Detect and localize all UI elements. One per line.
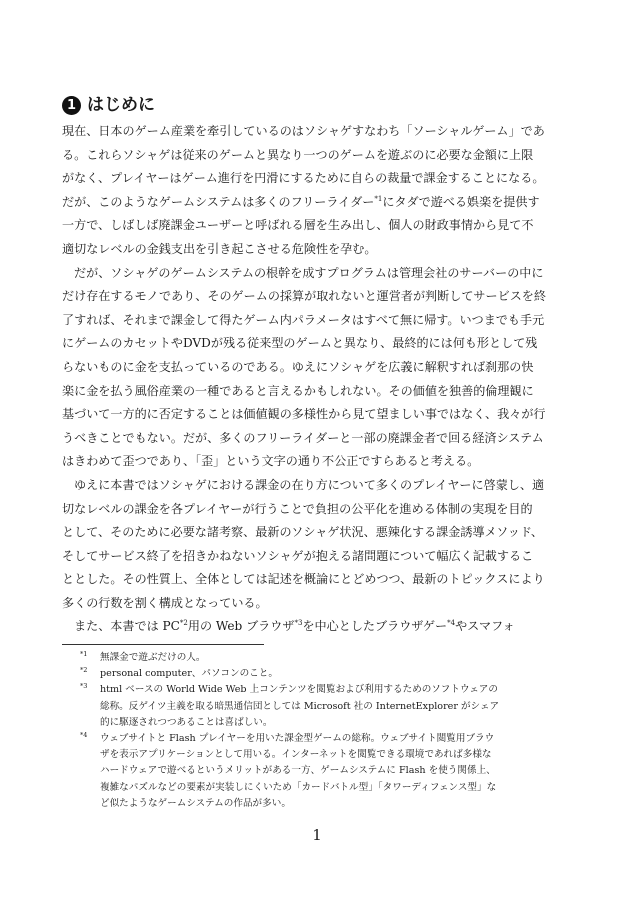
text-segment: にタダで遊べる娯楽を提供す — [382, 194, 540, 209]
text-line — [62, 191, 574, 215]
footnote-line: personal computer、パソコンのこと。 — [100, 668, 278, 680]
footnote-body — [100, 682, 580, 731]
text-line: ゆえに本書ではソシャゲにおける課金の在り方について多くのプレイヤーに啓蒙し、適 — [74, 477, 545, 492]
footnote-line: 無課金で遊ぶだけの人。 — [100, 652, 206, 663]
text-line: 了すれば、それまで課金して得たゲーム内パラメータはすべて無に帰す。いつまでも手元 — [62, 312, 545, 327]
section-number-badge: 1 — [62, 96, 81, 115]
text-line: 現在、日本のゲーム産業を牽引しているのはソシャゲすなわち「ソーシャルゲーム」であ — [62, 124, 545, 138]
footnote-item — [80, 731, 580, 812]
footnote-item — [80, 666, 580, 682]
text-line: だが、ソシャゲのゲームシステムの根幹を成すプログラムは管理会社のサーバーの中に — [74, 265, 544, 280]
footnote-mark: *3 — [80, 682, 88, 691]
footnote-ref-2[interactable]: *2 — [179, 619, 188, 628]
text-line: らないものに金を支払っているのである。ゆえにソシャゲを広義に解釈すれば刹那の快 — [62, 359, 534, 374]
text-line: 基づいて一方的に否定することは価値観の多様性から見て望ましい事ではなく、我々が行 — [62, 407, 546, 422]
paragraph — [62, 474, 574, 616]
footnote-body — [100, 666, 580, 682]
footnote-mark: *2 — [80, 666, 88, 675]
text-line: る。これらソシャゲは従来のゲームと異なり一つのゲームを遊ぶのに必要な金額に上限 — [62, 147, 534, 162]
footnote-divider — [62, 644, 264, 645]
text-line: がなく、プレイヤーはゲーム進行を円滑にするために自らの裁量で課金することになる。 — [62, 171, 545, 186]
text-segment: やスマフォ — [455, 619, 515, 634]
text-line — [62, 615, 574, 639]
footnote-mark: *4 — [80, 731, 88, 740]
text-line: にゲームのカセットやDVDが残る従来型のゲームと異なり、最終的には何も形として残 — [62, 336, 538, 351]
section-heading — [62, 95, 155, 115]
text-segment: また、本書では PC — [74, 619, 180, 634]
body-text — [62, 120, 574, 639]
text-line: 楽に金を払う風俗産業の一種であると言えるかもしれない。その価値を独善的倫理観に — [62, 383, 534, 398]
footnote-line: html ベースの World Wide Web 上コンテンツを閲覧および利用するためのソフトウェアの — [100, 684, 498, 696]
footnote-item — [80, 650, 580, 666]
text-line: として、そのために必要な諸考察、最新のソシャゲ状況、悪辣化する課金誘導メソッド、 — [62, 525, 543, 540]
footnote-body — [100, 731, 580, 812]
text-line: 多くの行数を割く構成となっている。 — [62, 595, 268, 610]
text-line: そしてサービス終了を招きかねないソシャゲが抱える諸問題について幅広く記載するこ — [62, 548, 534, 563]
footnote-line: ど似たようなゲームシステムの作品が多い。 — [100, 797, 291, 809]
section-title: はじめに — [87, 95, 155, 115]
footnote-line: ウェブサイトと Flash プレイヤーを用いた課金型ゲームの総称。ウェブサイト閲覧用ブラウ — [100, 733, 495, 745]
text-line: 一方で、しばしば廃課金ユーザーと呼ばれる層を生み出し、個人の財政事情から見て不 — [62, 218, 534, 233]
page-number: 1 — [312, 826, 322, 844]
text-line: はきわめて歪つであり、「歪」という文字の通り不公正ですらあると考える。 — [62, 454, 480, 469]
footnote-line: 的に駆逐されつつあることは喜ばしい。 — [100, 716, 273, 728]
text-line: うべきことでもない。だが、多くのフリーライダーと一部の廃課金者で回る経済システム — [62, 430, 544, 445]
footnote-line: ハードウェアで遊べるというメリットがある一方、ゲームシステムに Flash を使う関係上、 — [100, 765, 496, 777]
text-line: ととした。その性質上、全体としては記述を概論にとどめつつ、最新のトピックスにより — [62, 572, 545, 587]
footnotes — [80, 650, 580, 812]
text-segment: を中心としたブラウザゲー — [302, 619, 448, 634]
text-segment: 用の Web ブラウザ — [187, 619, 295, 634]
footnote-line: 複雑なパズルなどの要素が実装しにくいため「カードバトル型」「タワーディフェンス型」な — [100, 781, 497, 793]
footnote-mark: *1 — [80, 650, 88, 658]
footnote-item — [80, 682, 580, 731]
text-segment: だが、このようなゲームシステムは多くのフリーライダー — [62, 194, 375, 209]
footnote-ref-1[interactable]: *1 — [374, 194, 383, 203]
footnote-ref-4[interactable]: *4 — [447, 619, 456, 628]
footnote-line: ザを表示アプリケーションとして用いる。インターネットを閲覧できる環境であれば多様な — [100, 749, 492, 761]
text-line: 適切なレベルの金銭支出を引き起こさせる危険性を孕む。 — [62, 241, 377, 256]
footnote-body — [100, 650, 580, 666]
paragraph — [62, 262, 574, 474]
text-line: 切なレベルの課金を各プレイヤーが行うことで負担の公平化を進める体制の実現を目的 — [62, 501, 533, 516]
footnote-line: 総称。反ゲイツ主義を取る暗黒通信団としては Microsoft 社の InternetExplorer がシェア — [100, 700, 500, 712]
paragraph — [62, 120, 574, 262]
footnote-ref-3[interactable]: *3 — [294, 619, 303, 628]
text-line: だけ存在するモノであり、そのゲームの採算が取れないと運営者が判断してサービスを終 — [62, 289, 546, 304]
paragraph — [62, 615, 574, 639]
